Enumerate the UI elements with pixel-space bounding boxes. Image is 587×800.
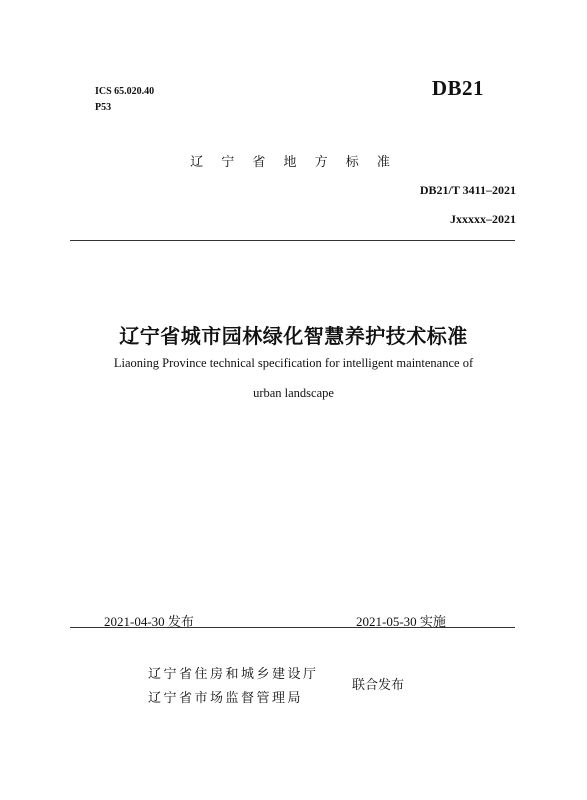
issuer-market-bureau: 辽宁省市场监督管理局 — [148, 691, 304, 706]
joint-issue-label: 联合发布 — [352, 678, 405, 693]
publish-date: 2021-04-30 发布 — [104, 614, 194, 629]
implement-date: 2021-05-30 实施 — [356, 614, 446, 629]
standard-type: 辽 宁 省 地 方 标 准 — [190, 155, 397, 170]
title-english-line2: urban landscape — [253, 386, 334, 400]
record-number: Jxxxxx–2021 — [450, 212, 516, 226]
standard-prefix: DB21 — [431, 76, 484, 100]
standard-number: DB21/T 3411–2021 — [419, 183, 516, 197]
title-english-line1: Liaoning Province technical specification for intelligent maintenance of — [113, 356, 474, 370]
issuer-housing-dept: 辽宁省住房和城乡建设厅 — [148, 667, 319, 682]
top-divider — [70, 240, 515, 241]
bottom-divider — [70, 627, 515, 628]
title-chinese: 辽宁省城市园林绿化智慧养护技术标准 — [119, 324, 468, 348]
ics-code: ICS 65.020.40 — [95, 86, 155, 97]
classification-code: P53 — [95, 102, 112, 113]
